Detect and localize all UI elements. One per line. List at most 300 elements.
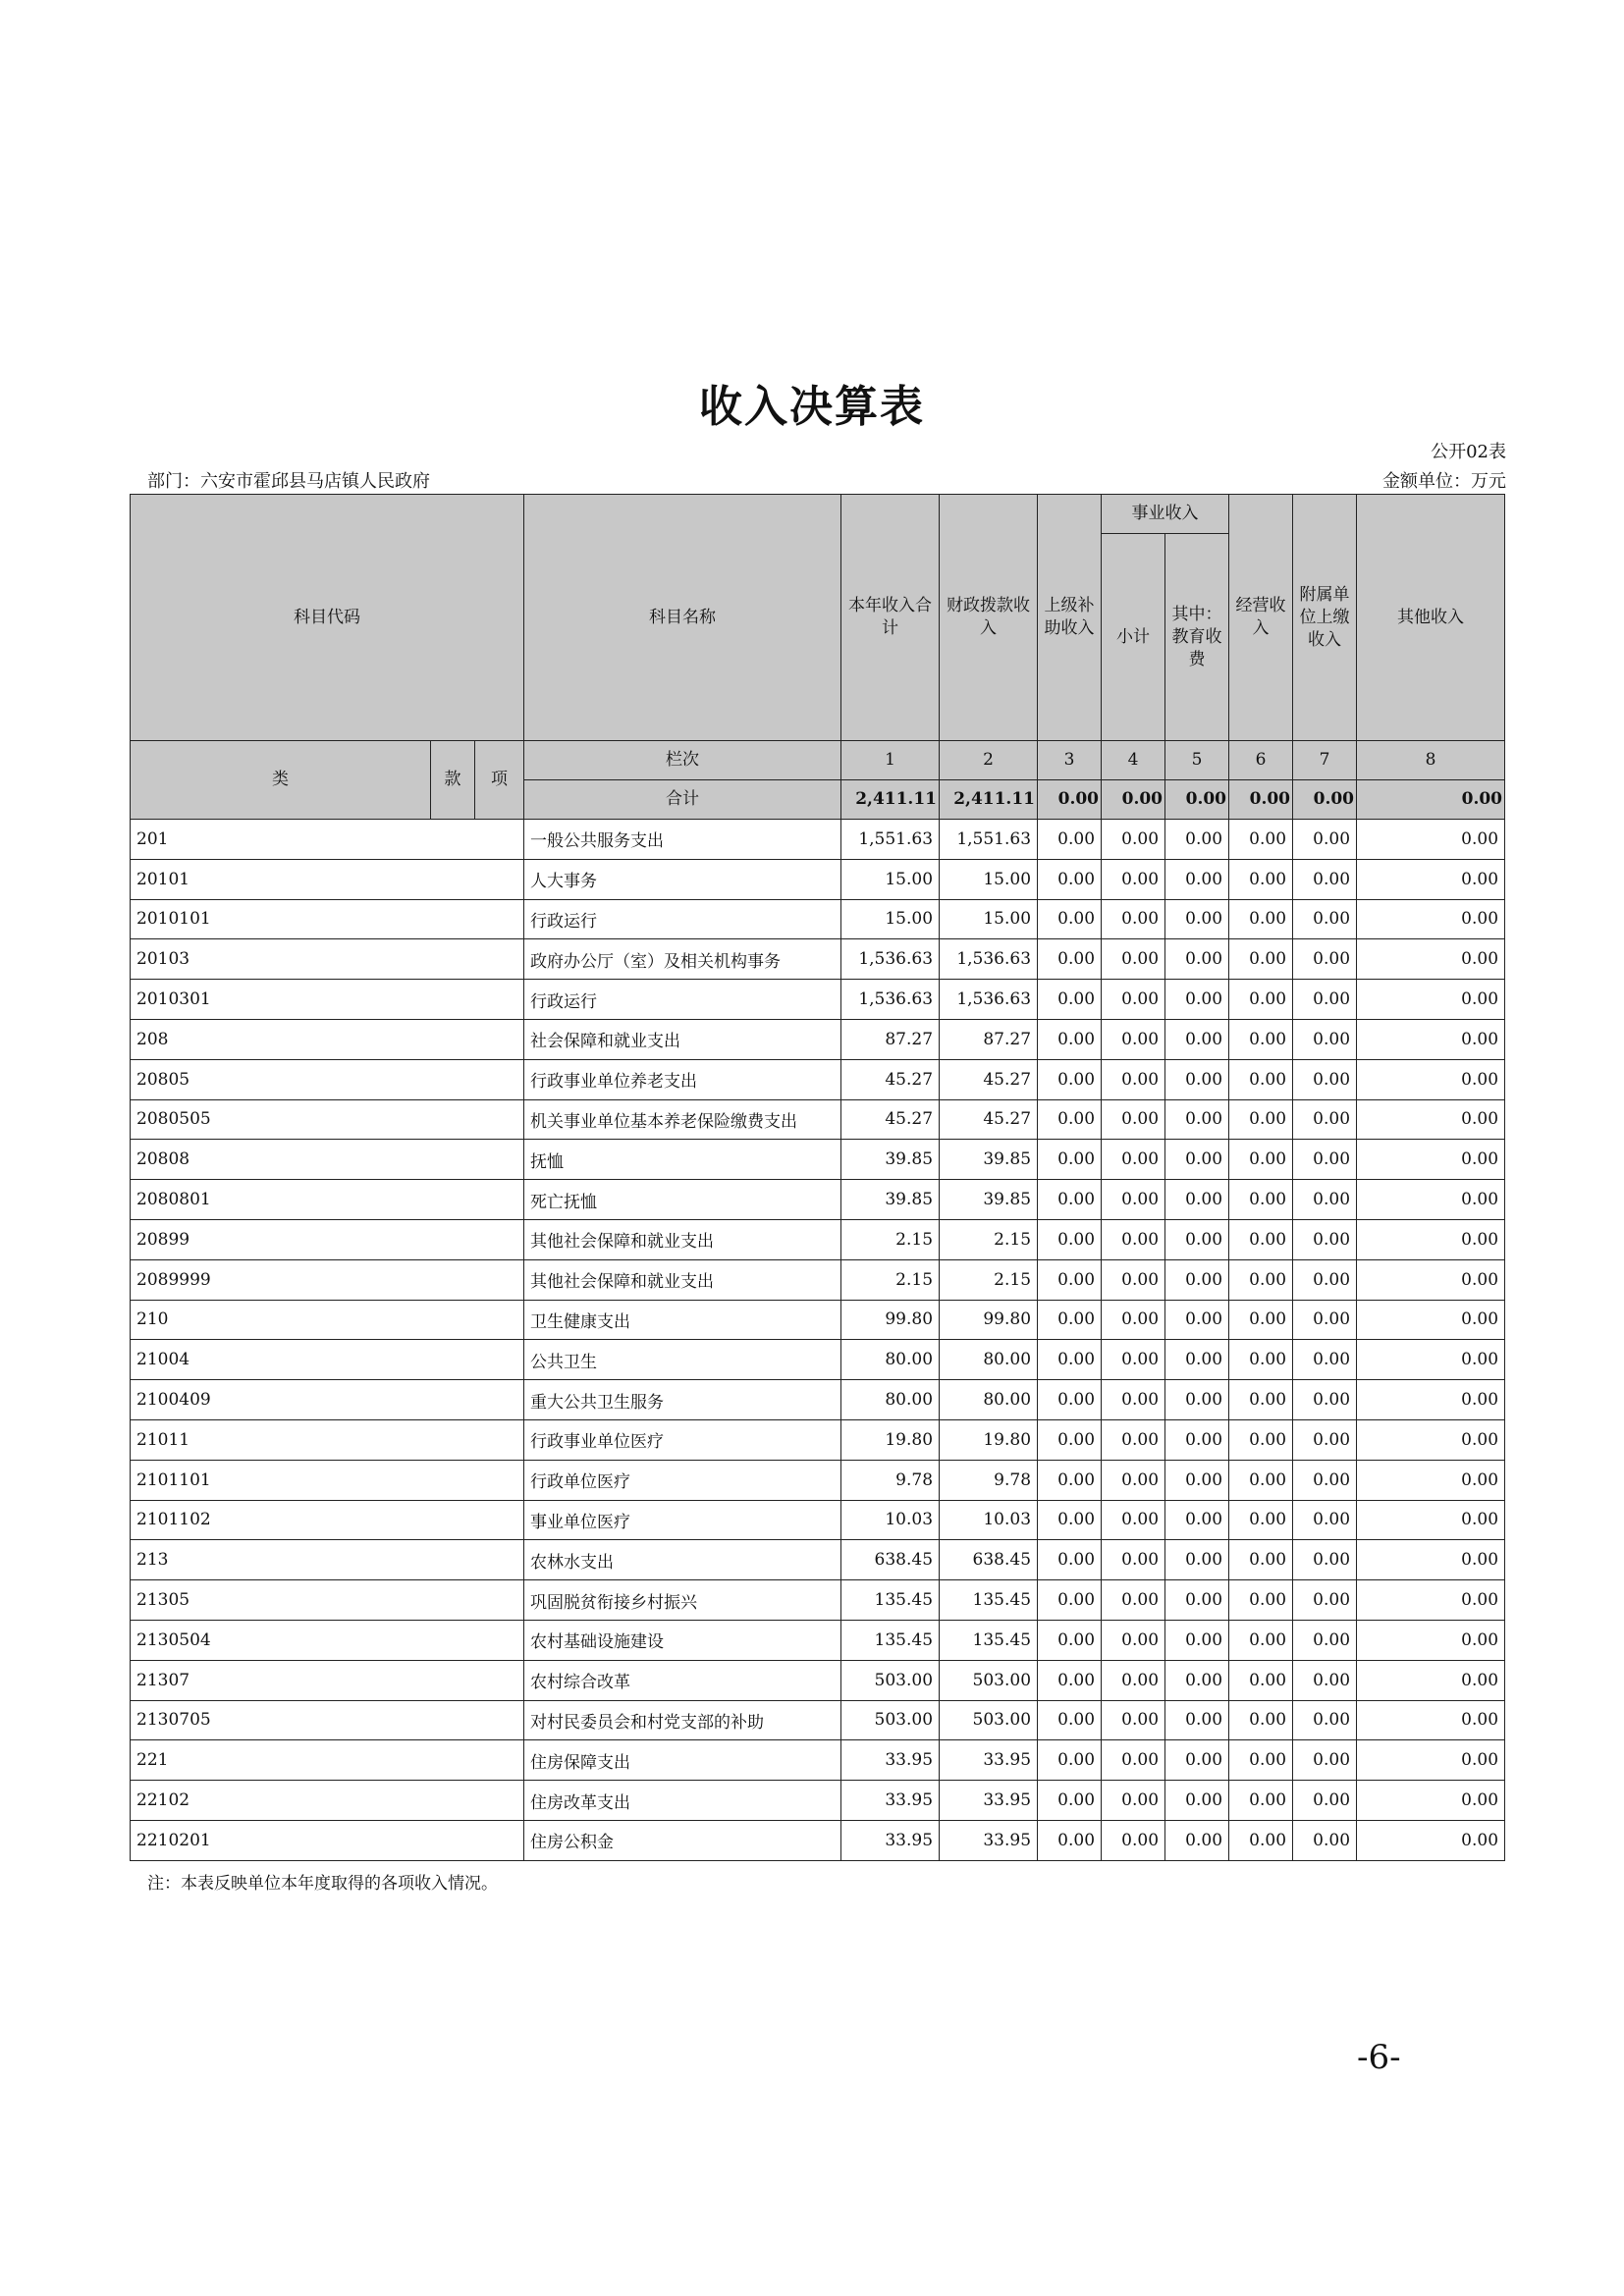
row-value: 0.00 bbox=[1229, 859, 1293, 899]
row-value: 0.00 bbox=[1165, 1180, 1229, 1220]
row-name: 行政运行 bbox=[524, 899, 841, 939]
row-value: 80.00 bbox=[940, 1340, 1038, 1380]
row-value: 0.00 bbox=[1165, 1781, 1229, 1821]
seq-8: 8 bbox=[1357, 741, 1505, 780]
row-value: 33.95 bbox=[940, 1781, 1038, 1821]
row-value: 0.00 bbox=[1293, 1259, 1357, 1300]
row-name: 机关事业单位基本养老保险缴费支出 bbox=[524, 1099, 841, 1140]
header-fiscal: 财政拨款收入 bbox=[940, 495, 1038, 741]
row-value: 0.00 bbox=[1357, 1580, 1505, 1621]
row-value: 0.00 bbox=[1357, 1140, 1505, 1180]
row-value: 15.00 bbox=[841, 859, 940, 899]
row-value: 9.78 bbox=[940, 1460, 1038, 1500]
table-row bbox=[131, 1580, 1505, 1621]
row-value: 0.00 bbox=[1102, 1380, 1165, 1420]
row-value: 33.95 bbox=[841, 1781, 940, 1821]
row-value: 0.00 bbox=[1357, 1419, 1505, 1460]
total-cell: 2,411.11 bbox=[841, 780, 940, 820]
row-value: 0.00 bbox=[1038, 1099, 1102, 1140]
row-value: 0.00 bbox=[1165, 859, 1229, 899]
row-name: 抚恤 bbox=[524, 1140, 841, 1180]
row-value: 0.00 bbox=[1293, 1460, 1357, 1500]
row-value: 0.00 bbox=[1038, 1419, 1102, 1460]
row-code: 2010301 bbox=[131, 980, 524, 1020]
row-value: 0.00 bbox=[1165, 1620, 1229, 1660]
row-value: 0.00 bbox=[1357, 1740, 1505, 1781]
row-value: 2.15 bbox=[940, 1219, 1038, 1259]
header-kuan: 款 bbox=[431, 741, 475, 820]
row-value: 0.00 bbox=[1102, 1419, 1165, 1460]
row-value: 638.45 bbox=[841, 1540, 940, 1580]
row-value: 0.00 bbox=[1229, 820, 1293, 860]
income-table bbox=[130, 494, 1505, 1861]
table-row bbox=[131, 1059, 1505, 1099]
row-value: 0.00 bbox=[1038, 1180, 1102, 1220]
row-value: 0.00 bbox=[1229, 1300, 1293, 1340]
row-value: 0.00 bbox=[1293, 1781, 1357, 1821]
row-value: 0.00 bbox=[1229, 1660, 1293, 1700]
row-value: 0.00 bbox=[1229, 939, 1293, 980]
row-name: 事业单位医疗 bbox=[524, 1500, 841, 1540]
row-value: 10.03 bbox=[940, 1500, 1038, 1540]
row-value: 0.00 bbox=[1229, 1700, 1293, 1740]
row-value: 19.80 bbox=[940, 1419, 1038, 1460]
row-value: 0.00 bbox=[1357, 1460, 1505, 1500]
row-name: 公共卫生 bbox=[524, 1340, 841, 1380]
row-value: 45.27 bbox=[841, 1099, 940, 1140]
row-value: 135.45 bbox=[841, 1580, 940, 1621]
row-value: 0.00 bbox=[1038, 899, 1102, 939]
row-value: 0.00 bbox=[1102, 1180, 1165, 1220]
row-value: 15.00 bbox=[940, 859, 1038, 899]
row-value: 0.00 bbox=[1357, 1340, 1505, 1380]
table-row bbox=[131, 1700, 1505, 1740]
row-value: 0.00 bbox=[1102, 1059, 1165, 1099]
row-value: 0.00 bbox=[1038, 820, 1102, 860]
page-title: 收入决算表 bbox=[699, 382, 925, 432]
row-value: 0.00 bbox=[1229, 1219, 1293, 1259]
row-value: 0.00 bbox=[1357, 1781, 1505, 1821]
row-code: 2101102 bbox=[131, 1500, 524, 1540]
row-value: 0.00 bbox=[1102, 1019, 1165, 1059]
row-value: 0.00 bbox=[1229, 1740, 1293, 1781]
row-value: 135.45 bbox=[841, 1620, 940, 1660]
header-code: 科目代码 bbox=[131, 495, 524, 741]
table-row bbox=[131, 1180, 1505, 1220]
row-value: 503.00 bbox=[940, 1660, 1038, 1700]
row-value: 0.00 bbox=[1293, 1300, 1357, 1340]
row-value: 0.00 bbox=[1357, 939, 1505, 980]
row-value: 0.00 bbox=[1038, 1820, 1102, 1860]
page-number: -6- bbox=[1357, 2038, 1401, 2077]
row-value: 0.00 bbox=[1293, 820, 1357, 860]
row-value: 0.00 bbox=[1357, 1099, 1505, 1140]
row-name: 农村综合改革 bbox=[524, 1660, 841, 1700]
row-value: 33.95 bbox=[841, 1820, 940, 1860]
table-row bbox=[131, 1820, 1505, 1860]
table-note: 注：本表反映单位本年度取得的各项收入情况。 bbox=[147, 1874, 498, 1894]
row-name: 死亡抚恤 bbox=[524, 1180, 841, 1220]
row-value: 0.00 bbox=[1357, 1019, 1505, 1059]
row-value: 0.00 bbox=[1102, 820, 1165, 860]
row-value: 0.00 bbox=[1293, 1419, 1357, 1460]
row-value: 135.45 bbox=[940, 1620, 1038, 1660]
row-value: 0.00 bbox=[1038, 1700, 1102, 1740]
row-value: 135.45 bbox=[940, 1580, 1038, 1621]
row-value: 0.00 bbox=[1357, 1620, 1505, 1660]
seq-2: 2 bbox=[940, 741, 1038, 780]
row-value: 33.95 bbox=[940, 1740, 1038, 1781]
row-name: 行政事业单位医疗 bbox=[524, 1419, 841, 1460]
row-value: 0.00 bbox=[1293, 1740, 1357, 1781]
row-value: 45.27 bbox=[940, 1059, 1038, 1099]
table-row bbox=[131, 1620, 1505, 1660]
row-value: 0.00 bbox=[1229, 1380, 1293, 1420]
row-value: 39.85 bbox=[841, 1140, 940, 1180]
row-code: 208 bbox=[131, 1019, 524, 1059]
row-value: 0.00 bbox=[1357, 1259, 1505, 1300]
row-value: 0.00 bbox=[1229, 1500, 1293, 1540]
row-value: 0.00 bbox=[1165, 1500, 1229, 1540]
row-code: 221 bbox=[131, 1740, 524, 1781]
row-code: 22102 bbox=[131, 1781, 524, 1821]
row-value: 0.00 bbox=[1229, 1259, 1293, 1300]
row-code: 21305 bbox=[131, 1580, 524, 1621]
row-name: 卫生健康支出 bbox=[524, 1300, 841, 1340]
row-value: 39.85 bbox=[940, 1140, 1038, 1180]
row-value: 0.00 bbox=[1102, 1259, 1165, 1300]
row-value: 99.80 bbox=[841, 1300, 940, 1340]
row-value: 0.00 bbox=[1102, 1580, 1165, 1621]
row-value: 0.00 bbox=[1038, 1620, 1102, 1660]
row-value: 15.00 bbox=[940, 899, 1038, 939]
row-value: 0.00 bbox=[1293, 1620, 1357, 1660]
row-name: 农林水支出 bbox=[524, 1540, 841, 1580]
row-value: 0.00 bbox=[1357, 899, 1505, 939]
header-name: 科目名称 bbox=[524, 495, 841, 741]
row-value: 0.00 bbox=[1229, 1820, 1293, 1860]
row-code: 21307 bbox=[131, 1660, 524, 1700]
table-row bbox=[131, 1259, 1505, 1300]
row-name: 其他社会保障和就业支出 bbox=[524, 1259, 841, 1300]
seq-1: 1 bbox=[841, 741, 940, 780]
table-row bbox=[131, 1500, 1505, 1540]
row-value: 19.80 bbox=[841, 1419, 940, 1460]
row-code: 2080801 bbox=[131, 1180, 524, 1220]
row-value: 0.00 bbox=[1357, 1380, 1505, 1420]
row-value: 0.00 bbox=[1165, 1300, 1229, 1340]
row-value: 0.00 bbox=[1229, 1781, 1293, 1821]
row-value: 0.00 bbox=[1038, 1740, 1102, 1781]
row-value: 0.00 bbox=[1229, 1059, 1293, 1099]
header-other: 其他收入 bbox=[1357, 495, 1505, 741]
header-business-group: 事业收入 bbox=[1102, 495, 1229, 534]
row-value: 0.00 bbox=[1293, 1700, 1357, 1740]
row-value: 0.00 bbox=[1293, 899, 1357, 939]
row-code: 210 bbox=[131, 1300, 524, 1340]
row-code: 2101101 bbox=[131, 1460, 524, 1500]
row-value: 0.00 bbox=[1165, 939, 1229, 980]
row-code: 2080505 bbox=[131, 1099, 524, 1140]
row-value: 1,536.63 bbox=[841, 980, 940, 1020]
row-code: 21011 bbox=[131, 1419, 524, 1460]
table-row bbox=[131, 980, 1505, 1020]
department-label: 部门：六安市霍邱县马店镇人民政府 bbox=[147, 471, 430, 492]
header-total: 本年收入合计 bbox=[841, 495, 940, 741]
row-value: 0.00 bbox=[1357, 1500, 1505, 1540]
row-name: 行政单位医疗 bbox=[524, 1460, 841, 1500]
row-value: 0.00 bbox=[1038, 1219, 1102, 1259]
row-code: 2010101 bbox=[131, 899, 524, 939]
row-name: 农村基础设施建设 bbox=[524, 1620, 841, 1660]
row-value: 0.00 bbox=[1293, 1340, 1357, 1380]
row-value: 503.00 bbox=[841, 1660, 940, 1700]
row-value: 0.00 bbox=[1229, 1180, 1293, 1220]
row-value: 0.00 bbox=[1293, 859, 1357, 899]
row-value: 0.00 bbox=[1229, 1620, 1293, 1660]
row-value: 0.00 bbox=[1038, 1781, 1102, 1821]
row-value: 0.00 bbox=[1293, 939, 1357, 980]
table-row bbox=[131, 1099, 1505, 1140]
seq-3: 3 bbox=[1038, 741, 1102, 780]
seq-7: 7 bbox=[1293, 741, 1357, 780]
row-value: 0.00 bbox=[1293, 1099, 1357, 1140]
row-value: 0.00 bbox=[1229, 1019, 1293, 1059]
row-value: 0.00 bbox=[1229, 980, 1293, 1020]
row-name: 社会保障和就业支出 bbox=[524, 1019, 841, 1059]
row-name: 重大公共卫生服务 bbox=[524, 1380, 841, 1420]
row-value: 0.00 bbox=[1038, 980, 1102, 1020]
row-value: 0.00 bbox=[1102, 980, 1165, 1020]
row-value: 0.00 bbox=[1038, 1140, 1102, 1180]
table-row bbox=[131, 1419, 1505, 1460]
row-value: 0.00 bbox=[1165, 1059, 1229, 1099]
row-value: 0.00 bbox=[1038, 1660, 1102, 1700]
row-value: 80.00 bbox=[841, 1340, 940, 1380]
table-row bbox=[131, 1460, 1505, 1500]
row-value: 0.00 bbox=[1357, 820, 1505, 860]
row-code: 2100409 bbox=[131, 1380, 524, 1420]
table-row bbox=[131, 1219, 1505, 1259]
row-value: 0.00 bbox=[1102, 939, 1165, 980]
row-value: 0.00 bbox=[1293, 1059, 1357, 1099]
row-value: 0.00 bbox=[1293, 1219, 1357, 1259]
header-operating: 经营收入 bbox=[1229, 495, 1293, 741]
row-value: 80.00 bbox=[940, 1380, 1038, 1420]
row-code: 20103 bbox=[131, 939, 524, 980]
row-value: 0.00 bbox=[1229, 899, 1293, 939]
row-value: 0.00 bbox=[1038, 939, 1102, 980]
total-cell: 0.00 bbox=[1038, 780, 1102, 820]
row-value: 0.00 bbox=[1102, 1500, 1165, 1540]
row-value: 0.00 bbox=[1165, 1660, 1229, 1700]
row-value: 0.00 bbox=[1038, 1019, 1102, 1059]
row-value: 1,536.63 bbox=[940, 980, 1038, 1020]
row-value: 10.03 bbox=[841, 1500, 940, 1540]
row-value: 0.00 bbox=[1293, 1380, 1357, 1420]
row-value: 0.00 bbox=[1102, 1620, 1165, 1660]
row-value: 638.45 bbox=[940, 1540, 1038, 1580]
row-name: 一般公共服务支出 bbox=[524, 820, 841, 860]
row-value: 0.00 bbox=[1038, 1580, 1102, 1621]
row-value: 0.00 bbox=[1038, 1380, 1102, 1420]
row-code: 20101 bbox=[131, 859, 524, 899]
row-value: 33.95 bbox=[940, 1820, 1038, 1860]
row-value: 0.00 bbox=[1165, 980, 1229, 1020]
row-code: 2210201 bbox=[131, 1820, 524, 1860]
row-value: 0.00 bbox=[1165, 1540, 1229, 1580]
row-value: 0.00 bbox=[1038, 1300, 1102, 1340]
row-value: 87.27 bbox=[841, 1019, 940, 1059]
row-value: 0.00 bbox=[1357, 980, 1505, 1020]
table-row bbox=[131, 899, 1505, 939]
row-code: 20805 bbox=[131, 1059, 524, 1099]
total-cell: 0.00 bbox=[1165, 780, 1229, 820]
row-value: 80.00 bbox=[841, 1380, 940, 1420]
row-value: 0.00 bbox=[1165, 1019, 1229, 1059]
row-value: 503.00 bbox=[940, 1700, 1038, 1740]
row-value: 1,536.63 bbox=[940, 939, 1038, 980]
row-value: 9.78 bbox=[841, 1460, 940, 1500]
row-value: 0.00 bbox=[1293, 1500, 1357, 1540]
total-cell: 2,411.11 bbox=[940, 780, 1038, 820]
header-superior: 上级补助收入 bbox=[1038, 495, 1102, 741]
row-value: 0.00 bbox=[1229, 1540, 1293, 1580]
table-row bbox=[131, 1540, 1505, 1580]
total-cell: 0.00 bbox=[1102, 780, 1165, 820]
table-row bbox=[131, 820, 1505, 860]
row-value: 45.27 bbox=[841, 1059, 940, 1099]
row-value: 0.00 bbox=[1102, 1740, 1165, 1781]
row-value: 0.00 bbox=[1102, 1140, 1165, 1180]
row-value: 0.00 bbox=[1165, 1099, 1229, 1140]
table-row bbox=[131, 1740, 1505, 1781]
header-lanci: 栏次 bbox=[524, 741, 841, 780]
row-value: 39.85 bbox=[841, 1180, 940, 1220]
amount-unit-label: 金额单位：万元 bbox=[1382, 471, 1506, 492]
row-value: 0.00 bbox=[1102, 1820, 1165, 1860]
row-value: 0.00 bbox=[1102, 1660, 1165, 1700]
row-value: 0.00 bbox=[1038, 1540, 1102, 1580]
row-value: 0.00 bbox=[1102, 1540, 1165, 1580]
header-education: 其中：教育收费 bbox=[1165, 534, 1229, 741]
total-cell: 0.00 bbox=[1293, 780, 1357, 820]
row-value: 0.00 bbox=[1102, 1300, 1165, 1340]
row-value: 99.80 bbox=[940, 1300, 1038, 1340]
row-name: 人大事务 bbox=[524, 859, 841, 899]
row-value: 0.00 bbox=[1293, 1540, 1357, 1580]
seq-5: 5 bbox=[1165, 741, 1229, 780]
total-cell: 0.00 bbox=[1229, 780, 1293, 820]
row-code: 21004 bbox=[131, 1340, 524, 1380]
total-cell: 0.00 bbox=[1357, 780, 1505, 820]
table-row bbox=[131, 1781, 1505, 1821]
row-name: 行政运行 bbox=[524, 980, 841, 1020]
row-value: 45.27 bbox=[940, 1099, 1038, 1140]
row-value: 0.00 bbox=[1357, 1820, 1505, 1860]
row-value: 0.00 bbox=[1165, 1460, 1229, 1500]
row-value: 0.00 bbox=[1038, 1460, 1102, 1500]
row-value: 0.00 bbox=[1229, 1099, 1293, 1140]
row-value: 0.00 bbox=[1165, 1259, 1229, 1300]
row-value: 0.00 bbox=[1102, 1340, 1165, 1380]
table-row bbox=[131, 1340, 1505, 1380]
row-value: 33.95 bbox=[841, 1740, 940, 1781]
row-value: 0.00 bbox=[1293, 1820, 1357, 1860]
row-code: 2130705 bbox=[131, 1700, 524, 1740]
table-row bbox=[131, 939, 1505, 980]
row-code: 201 bbox=[131, 820, 524, 860]
row-value: 2.15 bbox=[841, 1219, 940, 1259]
row-name: 行政事业单位养老支出 bbox=[524, 1059, 841, 1099]
header-subtotal: 小计 bbox=[1102, 534, 1165, 741]
row-value: 0.00 bbox=[1293, 1660, 1357, 1700]
row-name: 住房公积金 bbox=[524, 1820, 841, 1860]
row-value: 0.00 bbox=[1357, 1219, 1505, 1259]
row-value: 0.00 bbox=[1102, 1700, 1165, 1740]
row-value: 0.00 bbox=[1038, 859, 1102, 899]
row-code: 20808 bbox=[131, 1140, 524, 1180]
row-value: 0.00 bbox=[1038, 1259, 1102, 1300]
row-value: 0.00 bbox=[1357, 1180, 1505, 1220]
row-value: 2.15 bbox=[940, 1259, 1038, 1300]
row-value: 0.00 bbox=[1293, 1140, 1357, 1180]
row-value: 87.27 bbox=[940, 1019, 1038, 1059]
row-code: 20899 bbox=[131, 1219, 524, 1259]
table-row bbox=[131, 859, 1505, 899]
seq-4: 4 bbox=[1102, 741, 1165, 780]
row-value: 0.00 bbox=[1102, 1460, 1165, 1500]
row-value: 0.00 bbox=[1229, 1419, 1293, 1460]
row-value: 0.00 bbox=[1357, 1700, 1505, 1740]
row-value: 39.85 bbox=[940, 1180, 1038, 1220]
row-name: 对村民委员会和村党支部的补助 bbox=[524, 1700, 841, 1740]
row-value: 0.00 bbox=[1102, 899, 1165, 939]
row-value: 0.00 bbox=[1165, 1419, 1229, 1460]
row-value: 0.00 bbox=[1229, 1580, 1293, 1621]
row-value: 0.00 bbox=[1357, 1660, 1505, 1700]
row-value: 0.00 bbox=[1293, 1180, 1357, 1220]
row-value: 0.00 bbox=[1102, 859, 1165, 899]
row-value: 0.00 bbox=[1165, 1580, 1229, 1621]
row-value: 0.00 bbox=[1293, 1580, 1357, 1621]
row-code: 2089999 bbox=[131, 1259, 524, 1300]
table-row bbox=[131, 1019, 1505, 1059]
row-name: 住房改革支出 bbox=[524, 1781, 841, 1821]
row-value: 0.00 bbox=[1229, 1140, 1293, 1180]
row-value: 1,551.63 bbox=[940, 820, 1038, 860]
row-value: 1,551.63 bbox=[841, 820, 940, 860]
row-value: 0.00 bbox=[1357, 1540, 1505, 1580]
row-name: 其他社会保障和就业支出 bbox=[524, 1219, 841, 1259]
row-value: 0.00 bbox=[1229, 1460, 1293, 1500]
row-value: 1,536.63 bbox=[841, 939, 940, 980]
row-value: 0.00 bbox=[1038, 1340, 1102, 1380]
row-value: 0.00 bbox=[1293, 980, 1357, 1020]
row-value: 0.00 bbox=[1165, 1219, 1229, 1259]
row-value: 0.00 bbox=[1038, 1500, 1102, 1540]
form-number: 公开02表 bbox=[1431, 442, 1506, 462]
row-value: 0.00 bbox=[1165, 820, 1229, 860]
table-row bbox=[131, 1660, 1505, 1700]
table-row bbox=[131, 1300, 1505, 1340]
row-value: 0.00 bbox=[1165, 1140, 1229, 1180]
row-code: 2130504 bbox=[131, 1620, 524, 1660]
row-value: 0.00 bbox=[1165, 1340, 1229, 1380]
header-lei: 类 bbox=[131, 741, 431, 820]
row-value: 0.00 bbox=[1165, 1700, 1229, 1740]
seq-6: 6 bbox=[1229, 741, 1293, 780]
